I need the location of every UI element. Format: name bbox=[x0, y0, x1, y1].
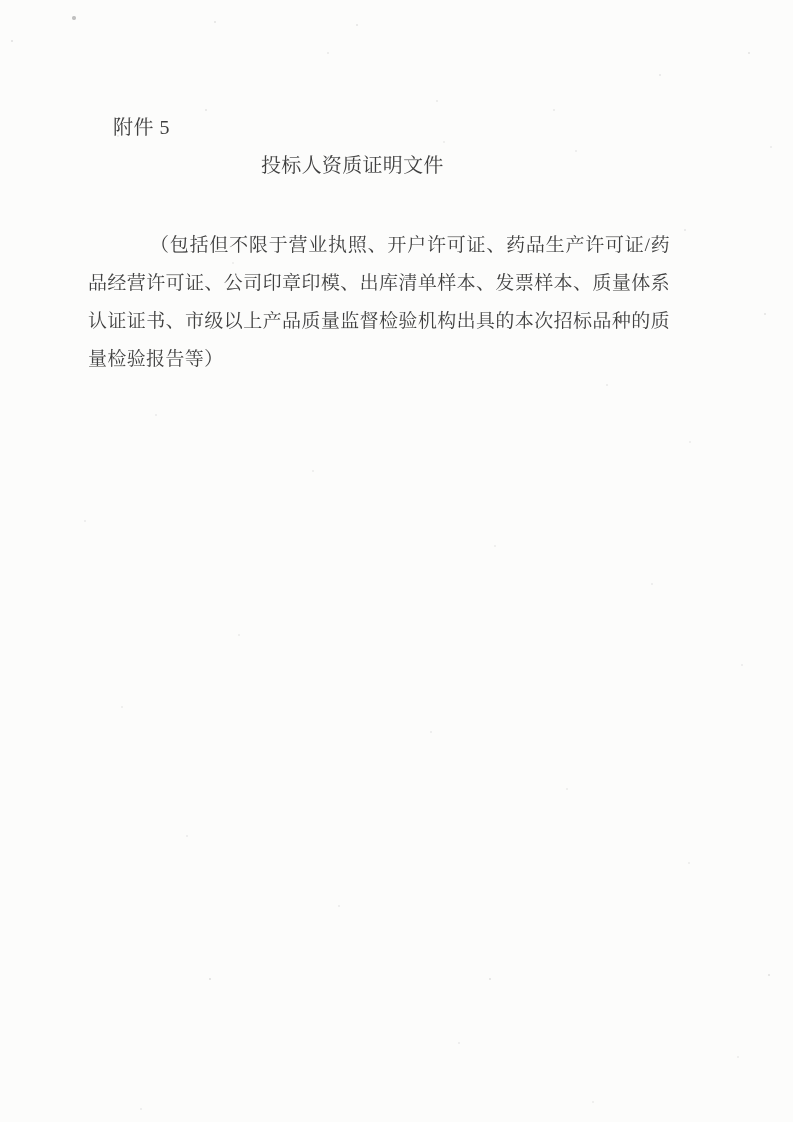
attachment-label: 附件 5 bbox=[113, 117, 170, 139]
document-paragraph: （包括但不限于营业执照、开户许可证、药品生产许可证/药品经营许可证、公司印章印模、出库清单样本、发票样本、质量体系认证证书、市级以上产品质量监督检验机构出具的本次招标品种的质量检验报告等） bbox=[88, 235, 670, 370]
document-title: 投标人资质证明文件 bbox=[261, 155, 444, 177]
scan-speckle-noise bbox=[0, 0, 2, 2]
